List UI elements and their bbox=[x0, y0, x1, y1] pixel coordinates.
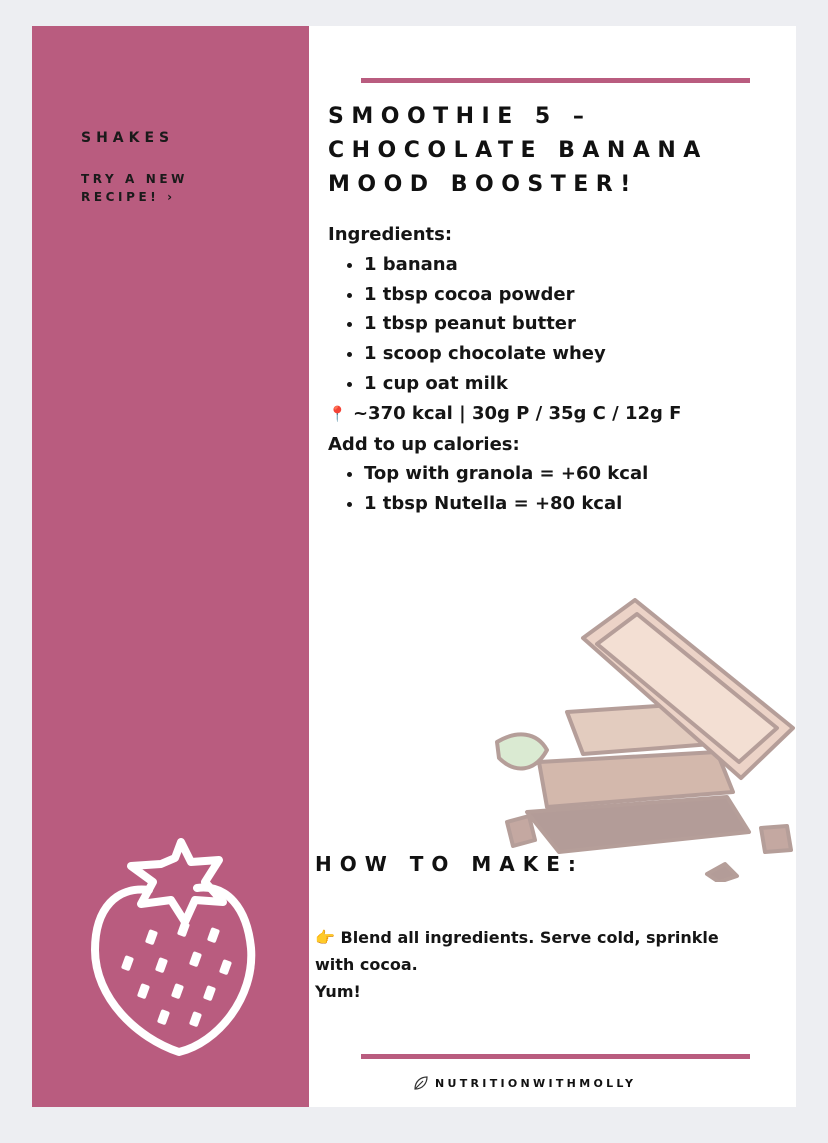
sidebar bbox=[32, 26, 309, 1107]
ingredient-item: • 1 cup oat milk bbox=[364, 369, 768, 399]
extras-list bbox=[328, 459, 768, 519]
ingredients-heading: Ingredients: bbox=[328, 224, 453, 245]
pin-icon: 📍 bbox=[328, 404, 347, 423]
footer bbox=[413, 1075, 636, 1091]
sidebar-title: SHAKES bbox=[81, 130, 175, 146]
extra-item: • Top with granola = +60 kcal bbox=[364, 459, 768, 489]
ingredients-list bbox=[328, 250, 768, 399]
ingredient-item: • 1 tbsp cocoa powder bbox=[364, 280, 768, 310]
method-steps-text: Blend all ingredients. Serve cold, sprinkle with cocoa. bbox=[315, 928, 719, 974]
recipe-title: SMOOTHIE 5 – CHOCOLATE BANANA MOOD BOOSTER! bbox=[328, 104, 708, 197]
recipe-content bbox=[328, 220, 768, 519]
ingredient-item: • 1 tbsp peanut butter bbox=[364, 309, 768, 339]
leaf-icon bbox=[413, 1075, 429, 1091]
strawberry-icon bbox=[87, 838, 262, 1060]
method-steps bbox=[315, 924, 755, 978]
chocolate-illustration bbox=[487, 582, 797, 882]
extras-heading: Add to up calories: bbox=[328, 433, 520, 455]
ingredient-item: • 1 banana bbox=[364, 250, 768, 280]
extra-item: • 1 tbsp Nutella = +80 kcal bbox=[364, 489, 768, 519]
bottom-divider bbox=[361, 1054, 750, 1059]
footer-brand: NUTRITIONWITHMOLLY bbox=[435, 1076, 637, 1090]
top-divider bbox=[361, 78, 750, 83]
pointing-hand-icon: 👉 bbox=[315, 928, 335, 947]
nutrition-text: ~370 kcal | 30g P / 35g C / 12g F bbox=[352, 402, 682, 424]
nutrition-summary bbox=[328, 399, 768, 430]
try-new-recipe-link[interactable]: TRY A NEW RECIPE! › bbox=[81, 172, 188, 204]
method-text bbox=[315, 924, 755, 1005]
ingredient-item: • 1 scoop chocolate whey bbox=[364, 339, 768, 369]
method-closing: Yum! bbox=[315, 982, 361, 1001]
recipe-page bbox=[32, 26, 796, 1107]
how-to-heading: HOW TO MAKE: bbox=[315, 852, 584, 876]
